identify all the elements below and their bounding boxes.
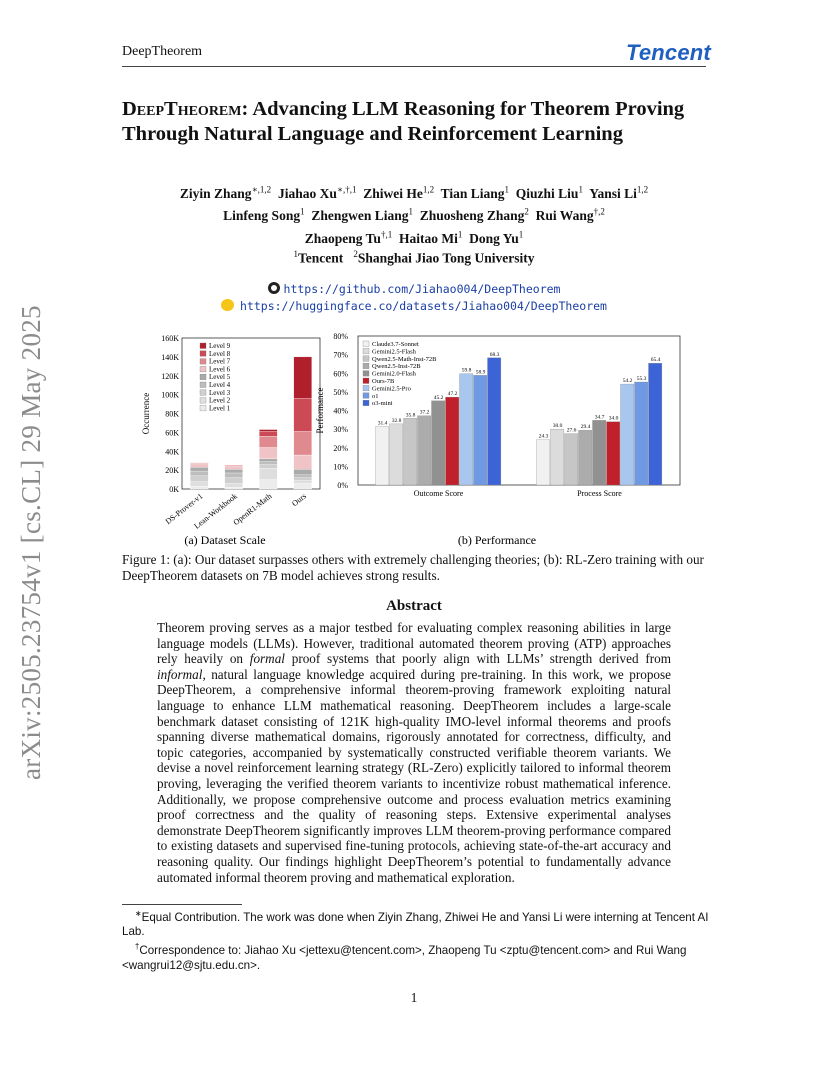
bar bbox=[390, 424, 403, 485]
huggingface-row bbox=[122, 297, 706, 315]
data-label: 65.4 bbox=[650, 357, 661, 364]
y-tick-label: 120K bbox=[161, 371, 179, 381]
y-tick-label: 70% bbox=[333, 350, 348, 360]
legend-swatch bbox=[200, 366, 206, 372]
y-axis-label: Occurrence bbox=[141, 392, 151, 435]
bar-segment bbox=[259, 468, 277, 479]
data-label: 34.7 bbox=[594, 414, 605, 421]
bar-segment bbox=[190, 476, 208, 482]
bar-segment bbox=[225, 483, 243, 487]
bar-segment bbox=[259, 462, 277, 465]
bar bbox=[607, 422, 620, 485]
affiliation: Shanghai Jiao Tong University bbox=[357, 250, 535, 266]
legend-swatch bbox=[200, 351, 206, 357]
legend-swatch bbox=[363, 356, 369, 362]
bar-segment bbox=[294, 431, 312, 455]
bar-segment bbox=[225, 478, 243, 484]
author: Ziyin Zhang$^{∗,1,2}$ bbox=[179, 184, 272, 201]
bar-segment bbox=[294, 455, 312, 469]
header-rule bbox=[122, 66, 706, 67]
author-line-3 bbox=[122, 225, 706, 248]
y-tick-label: 10% bbox=[333, 462, 348, 472]
y-tick-label: 80% bbox=[333, 332, 348, 341]
legend-label: Gemini2.0-Flash bbox=[372, 370, 416, 378]
dataset-scale-chart bbox=[122, 325, 322, 550]
x-tick-label: Process Score bbox=[577, 489, 622, 498]
github-icon bbox=[268, 282, 280, 294]
author: Yansi Li$^{1,2}$ bbox=[589, 184, 649, 201]
y-tick-label: 60% bbox=[333, 369, 348, 379]
bar-segment bbox=[294, 478, 312, 481]
bar bbox=[418, 416, 431, 485]
y-tick-label: 140K bbox=[161, 352, 179, 362]
author: Zhuosheng Zhang$^2$ bbox=[419, 206, 529, 223]
performance-chart bbox=[312, 325, 712, 550]
bar-segment bbox=[190, 471, 208, 476]
legend-label: Level 8 bbox=[209, 349, 231, 358]
github-row bbox=[122, 280, 706, 298]
y-tick-label: 20% bbox=[333, 443, 348, 453]
data-label: 47.2 bbox=[447, 391, 458, 398]
bar bbox=[621, 384, 634, 485]
y-tick-label: 100K bbox=[161, 390, 179, 400]
footnote-equal-contribution: ∗Equal Contribution. The work was done when Ziyin Zhang, Zhiwei He and Yansi Li were interning at Tencent AI Lab. bbox=[122, 909, 709, 939]
legend-swatch bbox=[200, 390, 206, 396]
legend-swatch bbox=[363, 400, 369, 406]
data-label: 27.6 bbox=[566, 427, 577, 434]
bar-segment bbox=[294, 481, 312, 484]
data-label: 32.8 bbox=[391, 417, 402, 424]
legend-label: Gemini2.5-Flash bbox=[372, 348, 416, 356]
legend-label: Level 9 bbox=[209, 342, 231, 350]
bar-segment bbox=[225, 473, 243, 478]
y-tick-label: 20K bbox=[165, 466, 179, 476]
data-label: 37.2 bbox=[419, 409, 430, 416]
data-label: 58.9 bbox=[475, 369, 486, 376]
bar-segment bbox=[259, 431, 277, 436]
affiliations: $^1$Tencent $^2$Shanghai Jiao Tong University bbox=[293, 249, 535, 266]
legend-label: Level 7 bbox=[209, 357, 231, 366]
legend-label: Level 6 bbox=[209, 365, 231, 374]
bar-segment bbox=[259, 430, 277, 432]
legend-label: Level 4 bbox=[209, 381, 231, 389]
legend-label: o1 bbox=[372, 392, 379, 400]
bar-segment bbox=[259, 436, 277, 447]
legend-label: o3-mini bbox=[372, 400, 393, 408]
author: Zhengwen Liang$^1$ bbox=[311, 206, 413, 223]
chart-a-caption: (a) Dataset Scale bbox=[184, 533, 266, 547]
legend-swatch bbox=[200, 398, 206, 404]
legend-label: Qwen2.5-Inst-72B bbox=[372, 363, 421, 371]
x-tick-label: DS-Prover-v1 bbox=[163, 491, 205, 527]
bar-segment bbox=[225, 466, 243, 469]
bar bbox=[635, 382, 648, 485]
footnote-rule bbox=[122, 904, 242, 905]
data-label: 59.8 bbox=[461, 367, 472, 374]
author-list bbox=[122, 180, 706, 248]
legend-swatch bbox=[363, 363, 369, 369]
y-axis-label: Performance bbox=[315, 387, 325, 434]
emph-formal: formal bbox=[249, 651, 285, 667]
author: Jiahao $Xu^{∗,\dagger,1}$ bbox=[277, 184, 357, 201]
abstract-heading: Abstract bbox=[386, 598, 442, 614]
bar bbox=[551, 429, 564, 485]
data-label: 29.4 bbox=[580, 424, 591, 431]
bar-segment bbox=[294, 475, 312, 478]
bar-segment bbox=[190, 467, 208, 471]
y-tick-label: 60K bbox=[165, 428, 179, 438]
bar bbox=[446, 397, 459, 485]
bar-segment bbox=[294, 469, 312, 475]
github-link[interactable]: https://github.com/Jiahao004/DeepTheorem bbox=[283, 282, 561, 296]
legend-swatch bbox=[200, 405, 206, 411]
paper-title bbox=[122, 97, 722, 147]
chart-b-legend bbox=[363, 341, 437, 407]
author-line-2 bbox=[122, 203, 706, 226]
bar-segment bbox=[259, 480, 277, 489]
bar-segment bbox=[225, 469, 243, 473]
author: Qiuzhi Liu$^1$ bbox=[515, 184, 583, 201]
y-tick-label: 0K bbox=[169, 485, 179, 494]
legend-swatch bbox=[363, 385, 369, 391]
bar-segment bbox=[225, 487, 243, 489]
legend-label: Qwen2.5-Math-Inst-72B bbox=[372, 355, 437, 363]
data-label: 54.2 bbox=[622, 378, 633, 385]
legend-swatch bbox=[200, 382, 206, 388]
author: Zhaopeng $Tu^{\dagger,1}$ bbox=[304, 229, 393, 246]
bar bbox=[565, 434, 578, 485]
author: Dong Yu$^1$ bbox=[469, 229, 524, 246]
tencent-logo: Tencent bbox=[626, 40, 711, 65]
bar bbox=[579, 430, 592, 485]
footnotes bbox=[122, 907, 712, 973]
x-tick-label: OpenR1-Math bbox=[231, 491, 274, 528]
bar bbox=[474, 375, 487, 485]
title-smallcaps: DeepTheorem bbox=[122, 98, 242, 120]
bar bbox=[460, 374, 473, 485]
emph-informal: informal bbox=[157, 666, 203, 682]
author-line-1 bbox=[122, 180, 706, 203]
arxiv-stamp: arXiv:2505.23754v1 [cs.CL] 29 May 2025 bbox=[16, 305, 46, 780]
bar-segment bbox=[190, 481, 208, 486]
bar-segment bbox=[294, 483, 312, 489]
bar bbox=[488, 358, 501, 485]
huggingface-link[interactable]: https://huggingface.co/datasets/Jiahao004/DeepTheorem bbox=[240, 299, 607, 313]
data-label: 24.3 bbox=[538, 433, 549, 440]
legend-label: Level 2 bbox=[209, 396, 231, 405]
y-tick-label: 50% bbox=[333, 387, 348, 397]
data-label: 34.0 bbox=[608, 415, 619, 422]
author: Haitao Mi$^1$ bbox=[398, 229, 463, 246]
author: Rui Wang$^{\dagger,2}$ bbox=[535, 206, 605, 223]
huggingface-icon bbox=[221, 299, 234, 311]
title-rest: : Advancing LLM Reasoning for Theorem Proving Through Natural Language and Reinforcement Learning bbox=[122, 98, 685, 145]
chart-a-plot bbox=[141, 334, 320, 531]
y-tick-label: 0% bbox=[337, 481, 348, 490]
legend-label: Ours-7B bbox=[372, 378, 395, 385]
abstract-body: Theorem proving serves as a major testbed for evaluating complex reasoning abilities in large language models (LLMs). However, traditional automated theorem proving (ATP) approaches rely heavily on formal proof systems that poorly align with LLMs’ strength derived from informal, natural language knowledge acquired during pre-training. In this work, we propose DeepTheorem, a comprehensive informal theorem-proving framework exploiting natural language to enhance LLM mathematical reasoning. DeepTheorem includes a large-scale benchmark dataset consisting of 121K high-quality IMO-level informal theorems and proofs spanning diverse mathematical domains, rigorously annotated for correctness, difficulty, and topic categories, accompanied by systematically constructed verifiable theorem variants. We devise a novel reinforcement learning strategy (RL-Zero) explicitly tailored to informal theorem proving, leveraging the verified theorem variants to incentivize robust mathematical inference. Additionally, we propose comprehensive outcome and process evaluation metrics examining proof correctness and the quality of reasoning steps. Extensive experimental analyses demonstrate DeepTheorem significantly improves LLM theorem-proving performance compared to existing datasets and supervised fine-tuning protocols, achieving state-of-the-art accuracy and reasoning quality. Our findings highlight DeepTheorem’s potential to fundamentally advance automated informal theorem proving and mathematical exploration. bbox=[157, 620, 671, 885]
bar bbox=[432, 401, 445, 485]
legend-swatch bbox=[200, 343, 206, 349]
affiliation: Tencent bbox=[297, 250, 344, 266]
y-tick-label: 160K bbox=[161, 334, 179, 343]
page-number: 1 bbox=[410, 990, 418, 1005]
bar bbox=[537, 440, 550, 485]
bar-segment bbox=[190, 464, 208, 467]
chart-a-legend bbox=[200, 342, 231, 412]
author: Linfeng Song$^1$ bbox=[223, 206, 305, 223]
data-label: 55.3 bbox=[636, 376, 647, 383]
bar-segment bbox=[294, 357, 312, 399]
bar bbox=[649, 363, 662, 485]
legend-swatch bbox=[363, 348, 369, 354]
x-tick-label: Outcome Score bbox=[413, 489, 464, 498]
legend-label: Claude3.7-Sonnet bbox=[372, 341, 419, 348]
legend-label: Gemini2.5-Pro bbox=[372, 385, 411, 393]
y-tick-label: 30% bbox=[333, 425, 348, 435]
bar bbox=[404, 418, 417, 485]
bar-segment bbox=[190, 486, 208, 489]
bar-segment bbox=[259, 447, 277, 458]
running-title: DeepTheorem bbox=[122, 44, 203, 59]
y-tick-label: 40% bbox=[333, 406, 348, 416]
data-label: 35.8 bbox=[405, 412, 416, 419]
data-label: 45.2 bbox=[433, 394, 444, 401]
chart-b-plot bbox=[315, 332, 680, 498]
legend-swatch bbox=[363, 341, 369, 347]
author: Zhiwei He$^{1,2}$ bbox=[363, 184, 435, 201]
data-label: 30.0 bbox=[552, 423, 563, 430]
figure-caption: Figure 1: (a): Our dataset surpasses others with extremely challenging theories; (b): RL-Zero training with our DeepTheorem datasets on 7B model achieves strong results. bbox=[122, 552, 704, 583]
bar-segment bbox=[259, 459, 277, 462]
legend-swatch bbox=[200, 374, 206, 380]
x-tick-label: Ours bbox=[290, 491, 308, 509]
footnote-correspondence: †Correspondence to: Jiahao Xu <jettexu@tencent.com>, Zhaopeng Tu <zptu@tencent.com> and Rui Wang <wangrui12@sjtu.edu.cn>. bbox=[122, 942, 687, 972]
data-label: 31.4 bbox=[377, 420, 388, 427]
legend-swatch bbox=[200, 359, 206, 365]
chart-b-caption: (b) Performance bbox=[457, 533, 537, 547]
bar bbox=[593, 420, 606, 485]
x-tick-label: Lean-Workbook bbox=[192, 491, 239, 531]
legend-swatch bbox=[363, 393, 369, 399]
y-tick-label: 80K bbox=[165, 409, 179, 419]
legend-swatch bbox=[363, 378, 369, 384]
legend-label: Level 1 bbox=[209, 404, 231, 413]
bar-segment bbox=[294, 398, 312, 431]
legend-label: Level 5 bbox=[209, 373, 231, 382]
legend-label: Level 3 bbox=[209, 388, 231, 397]
legend-swatch bbox=[363, 371, 369, 377]
y-tick-label: 40K bbox=[165, 447, 179, 457]
bar-segment bbox=[259, 464, 277, 468]
bar bbox=[376, 427, 389, 485]
author: Tian Liang$^1$ bbox=[440, 184, 510, 201]
data-label: 68.3 bbox=[489, 351, 500, 358]
